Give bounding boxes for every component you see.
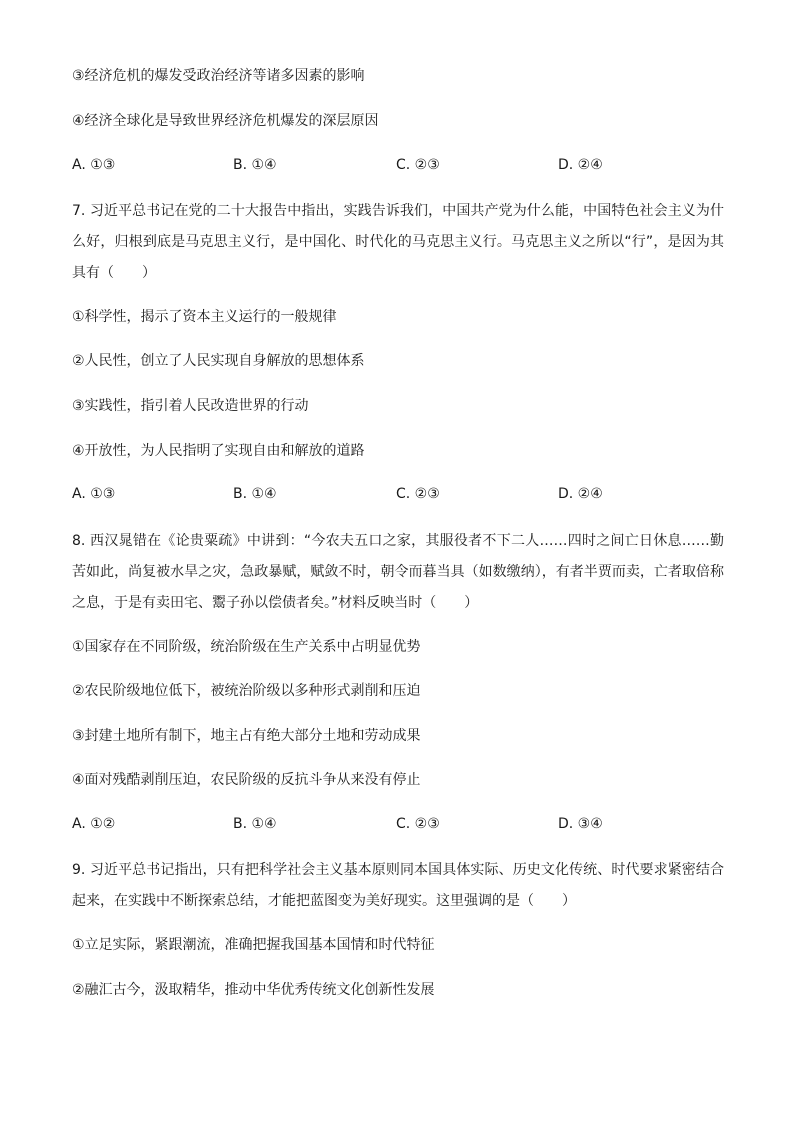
q8-option-a: A. ①② [72, 816, 116, 832]
q8-item-4: ④面对残酷剥削压迫，农民阶级的反抗斗争从来没有停止 [72, 772, 421, 788]
q7-option-c: C. ②③ [396, 486, 440, 502]
q6-option-a: A. ①③ [72, 157, 116, 173]
q8-stem: 8. 西汉晁错在《论贵粟疏》中讲到：“今农夫五口之家，其服役者不下二人……四时之间亡日休息……勤苦如此，尚复被水旱之灾，急政暴赋，赋敛不时，朝令而暮当具（如数缴纳），有者半贾而卖，亡者取倍称之息，于是有卖田宅、鬻子孙以偿债者矣。”材料反映当时（ ） [72, 533, 724, 611]
q6-item-3: ③经济危机的爆发受政治经济等诸多因素的影响 [72, 68, 365, 84]
q7-option-a: A. ①③ [72, 486, 116, 502]
q6-option-d: D. ②④ [558, 157, 603, 173]
q7-stem: 7. 习近平总书记在党的二十大报告中指出，实践告诉我们，中国共产党为什么能，中国特色社会主义为什么好，归根到底是马克思主义行，是中国化、时代化的马克思主义行。马克思主义之所以“行”，是因为其具有（ ） [72, 203, 724, 281]
q8-option-c: C. ②③ [396, 816, 440, 832]
q8-item-2: ②农民阶级地位低下，被统治阶级以多种形式剥削和压迫 [72, 683, 421, 699]
q6-option-b: B. ①④ [233, 157, 277, 173]
q8-options [72, 814, 724, 834]
q7-options [72, 484, 724, 504]
q7-option-d: D. ②④ [558, 486, 603, 502]
q9-stem: 9. 习近平总书记指出，只有把科学社会主义基本原则同本国具体实际、历史文化传统、时代要求紧密结合起来，在实践中不断探索总结，才能把蓝图变为美好现实。这里强调的是（ ） [72, 862, 724, 909]
q9-item-2: ②融汇古今，汲取精华，推动中华优秀传统文化创新性发展 [72, 982, 435, 998]
q6-item-4: ④经济全球化是导致世界经济危机爆发的深层原因 [72, 113, 379, 129]
q7-item-1: ①科学性，揭示了资本主义运行的一般规律 [72, 309, 337, 325]
q6-options [72, 155, 724, 175]
q7-item-2: ②人民性，创立了人民实现自身解放的思想体系 [72, 353, 365, 369]
q9-item-1: ①立足实际，紧跟潮流，准确把握我国基本国情和时代特征 [72, 937, 435, 953]
q7-option-b: B. ①④ [233, 486, 277, 502]
q8-option-b: B. ①④ [233, 816, 277, 832]
q7-item-4: ④开放性，为人民指明了实现自由和解放的道路 [72, 443, 365, 459]
q8-item-3: ③封建土地所有制下，地主占有绝大部分土地和劳动成果 [72, 728, 421, 744]
q8-option-d: D. ③④ [558, 816, 603, 832]
q7-item-3: ③实践性，指引着人民改造世界的行动 [72, 398, 309, 414]
q8-item-1: ①国家存在不同阶级，统治阶级在生产关系中占明显优势 [72, 639, 421, 655]
q6-option-c: C. ②③ [396, 157, 440, 173]
